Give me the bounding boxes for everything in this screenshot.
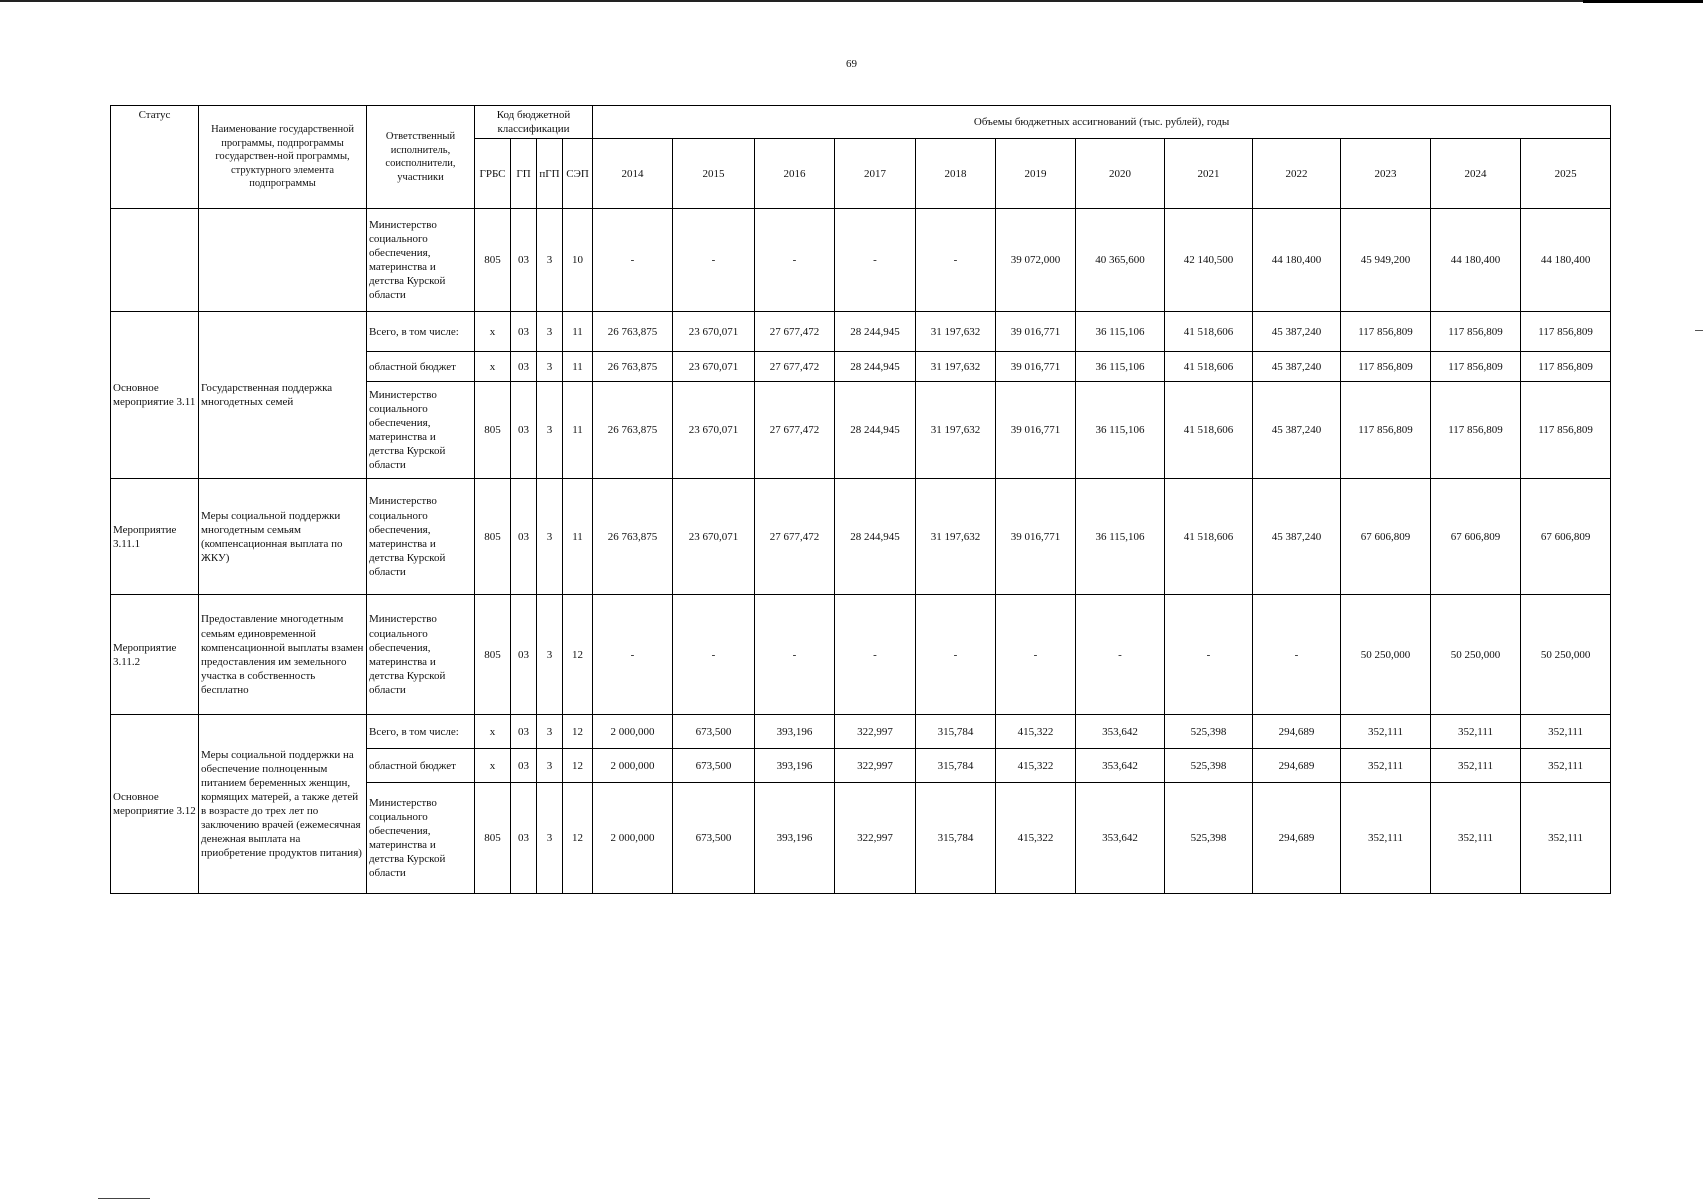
responsible-cell: областной бюджет bbox=[367, 352, 475, 382]
value-cell: 117 856,809 bbox=[1341, 312, 1431, 352]
value-cell: 353,642 bbox=[1076, 715, 1165, 749]
table-row bbox=[111, 209, 1611, 312]
scan-top-edge bbox=[0, 0, 1703, 2]
code-cell: 11 bbox=[563, 382, 593, 479]
value-cell: 36 115,106 bbox=[1076, 352, 1165, 382]
value-cell: 27 677,472 bbox=[755, 479, 835, 595]
header-code-pgp: пГП bbox=[537, 139, 563, 209]
value-cell: 41 518,606 bbox=[1165, 382, 1253, 479]
value-cell: 673,500 bbox=[673, 749, 755, 783]
status-cell: Основное мероприятие 3.11 bbox=[111, 312, 199, 479]
value-cell: 27 677,472 bbox=[755, 352, 835, 382]
value-cell: 393,196 bbox=[755, 715, 835, 749]
table-row bbox=[111, 479, 1611, 595]
code-cell: 3 bbox=[537, 382, 563, 479]
value-cell: 31 197,632 bbox=[916, 312, 996, 352]
header-year: 2014 bbox=[593, 139, 673, 209]
code-cell: 12 bbox=[563, 783, 593, 894]
value-cell: 315,784 bbox=[916, 749, 996, 783]
value-cell: - bbox=[755, 595, 835, 715]
code-cell: 03 bbox=[511, 352, 537, 382]
budget-table bbox=[110, 105, 1611, 894]
code-cell: 805 bbox=[475, 382, 511, 479]
value-cell: 117 856,809 bbox=[1431, 312, 1521, 352]
code-cell: 805 bbox=[475, 209, 511, 312]
responsible-cell: Министерство социального обеспечения, материнства и детства Курской области bbox=[367, 209, 475, 312]
value-cell: 67 606,809 bbox=[1431, 479, 1521, 595]
code-cell: x bbox=[475, 352, 511, 382]
code-cell: 3 bbox=[537, 209, 563, 312]
value-cell: 352,111 bbox=[1431, 715, 1521, 749]
value-cell: 26 763,875 bbox=[593, 352, 673, 382]
value-cell: 353,642 bbox=[1076, 749, 1165, 783]
value-cell: 117 856,809 bbox=[1521, 312, 1611, 352]
value-cell: 31 197,632 bbox=[916, 382, 996, 479]
code-cell: 03 bbox=[511, 312, 537, 352]
value-cell: 352,111 bbox=[1341, 749, 1431, 783]
value-cell: 27 677,472 bbox=[755, 312, 835, 352]
table-row bbox=[111, 595, 1611, 715]
code-cell: 03 bbox=[511, 783, 537, 894]
code-cell: 12 bbox=[563, 749, 593, 783]
value-cell: 26 763,875 bbox=[593, 382, 673, 479]
value-cell: 28 244,945 bbox=[835, 479, 916, 595]
value-cell: 26 763,875 bbox=[593, 479, 673, 595]
value-cell: 36 115,106 bbox=[1076, 382, 1165, 479]
responsible-cell: Министерство социального обеспечения, материнства и детства Курской области bbox=[367, 595, 475, 715]
status-cell: Мероприятие 3.11.2 bbox=[111, 595, 199, 715]
value-cell: 39 016,771 bbox=[996, 382, 1076, 479]
code-cell: 03 bbox=[511, 749, 537, 783]
value-cell: 23 670,071 bbox=[673, 382, 755, 479]
code-cell: x bbox=[475, 749, 511, 783]
name-cell: Меры социальной поддержки на обеспечение полноценным питанием беременных женщин, кормящих матерей, а также детей в возрасте до трех лет по заключению врачей (ежемесячная денежная выплата на приобретение продуктов питания) bbox=[199, 715, 367, 894]
code-cell: 3 bbox=[537, 715, 563, 749]
code-cell: 805 bbox=[475, 595, 511, 715]
value-cell: 41 518,606 bbox=[1165, 352, 1253, 382]
value-cell: 2 000,000 bbox=[593, 749, 673, 783]
value-cell: 39 016,771 bbox=[996, 479, 1076, 595]
responsible-cell: Министерство социального обеспечения, материнства и детства Курской области bbox=[367, 783, 475, 894]
status-cell: Основное мероприятие 3.12 bbox=[111, 715, 199, 894]
code-cell: 3 bbox=[537, 312, 563, 352]
value-cell: 352,111 bbox=[1341, 715, 1431, 749]
header-year: 2023 bbox=[1341, 139, 1431, 209]
value-cell: 44 180,400 bbox=[1253, 209, 1341, 312]
code-cell: 11 bbox=[563, 352, 593, 382]
responsible-cell: Всего, в том числе: bbox=[367, 715, 475, 749]
value-cell: 41 518,606 bbox=[1165, 479, 1253, 595]
header-code-gp: ГП bbox=[511, 139, 537, 209]
value-cell: 50 250,000 bbox=[1521, 595, 1611, 715]
code-cell: 03 bbox=[511, 479, 537, 595]
header-year: 2020 bbox=[1076, 139, 1165, 209]
value-cell: 36 115,106 bbox=[1076, 312, 1165, 352]
code-cell: 03 bbox=[511, 715, 537, 749]
header-year: 2018 bbox=[916, 139, 996, 209]
header-year: 2016 bbox=[755, 139, 835, 209]
header-volumes: Объемы бюджетных ассигнований (тыс. рублей), годы bbox=[593, 106, 1611, 139]
value-cell: - bbox=[996, 595, 1076, 715]
value-cell: 28 244,945 bbox=[835, 352, 916, 382]
scan-bottom-mark bbox=[98, 1198, 150, 1199]
scan-top-edge-mark bbox=[1583, 0, 1703, 3]
value-cell: - bbox=[673, 209, 755, 312]
value-cell: 415,322 bbox=[996, 715, 1076, 749]
code-cell: 3 bbox=[537, 595, 563, 715]
value-cell: 28 244,945 bbox=[835, 382, 916, 479]
code-cell: 11 bbox=[563, 479, 593, 595]
value-cell: - bbox=[673, 595, 755, 715]
value-cell: 673,500 bbox=[673, 715, 755, 749]
value-cell: 31 197,632 bbox=[916, 479, 996, 595]
code-cell: 3 bbox=[537, 783, 563, 894]
value-cell: 294,689 bbox=[1253, 783, 1341, 894]
code-cell: 805 bbox=[475, 479, 511, 595]
header-year: 2025 bbox=[1521, 139, 1611, 209]
value-cell: 352,111 bbox=[1521, 783, 1611, 894]
value-cell: 353,642 bbox=[1076, 783, 1165, 894]
value-cell: 26 763,875 bbox=[593, 312, 673, 352]
value-cell: 36 115,106 bbox=[1076, 479, 1165, 595]
code-cell: 805 bbox=[475, 783, 511, 894]
value-cell: 352,111 bbox=[1521, 715, 1611, 749]
value-cell: 23 670,071 bbox=[673, 312, 755, 352]
code-cell: 03 bbox=[511, 595, 537, 715]
value-cell: - bbox=[755, 209, 835, 312]
value-cell: 352,111 bbox=[1521, 749, 1611, 783]
value-cell: 322,997 bbox=[835, 749, 916, 783]
scan-margin-mark bbox=[1695, 330, 1703, 331]
value-cell: 39 016,771 bbox=[996, 352, 1076, 382]
value-cell: 39 016,771 bbox=[996, 312, 1076, 352]
value-cell: 50 250,000 bbox=[1341, 595, 1431, 715]
value-cell: 2 000,000 bbox=[593, 715, 673, 749]
value-cell: 31 197,632 bbox=[916, 352, 996, 382]
value-cell: 294,689 bbox=[1253, 749, 1341, 783]
value-cell: 45 387,240 bbox=[1253, 352, 1341, 382]
value-cell: 2 000,000 bbox=[593, 783, 673, 894]
value-cell: 117 856,809 bbox=[1521, 382, 1611, 479]
value-cell: 23 670,071 bbox=[673, 352, 755, 382]
value-cell: 44 180,400 bbox=[1521, 209, 1611, 312]
code-cell: x bbox=[475, 312, 511, 352]
name-cell: Меры социальной поддержки многодетным семьям (компенсационная выплата по ЖКУ) bbox=[199, 479, 367, 595]
header-status: Статус bbox=[111, 106, 199, 209]
value-cell: 67 606,809 bbox=[1341, 479, 1431, 595]
name-cell: Государственная поддержка многодетных семей bbox=[199, 312, 367, 479]
table-row bbox=[111, 715, 1611, 749]
value-cell: 45 949,200 bbox=[1341, 209, 1431, 312]
value-cell: 393,196 bbox=[755, 749, 835, 783]
status-cell: Мероприятие 3.11.1 bbox=[111, 479, 199, 595]
value-cell: 352,111 bbox=[1341, 783, 1431, 894]
value-cell: 117 856,809 bbox=[1521, 352, 1611, 382]
value-cell: 322,997 bbox=[835, 783, 916, 894]
value-cell: 45 387,240 bbox=[1253, 479, 1341, 595]
page-number: 69 bbox=[846, 58, 857, 70]
table-row bbox=[111, 312, 1611, 352]
value-cell: 40 365,600 bbox=[1076, 209, 1165, 312]
value-cell: 39 072,000 bbox=[996, 209, 1076, 312]
code-cell: 10 bbox=[563, 209, 593, 312]
value-cell: 315,784 bbox=[916, 783, 996, 894]
value-cell: 27 677,472 bbox=[755, 382, 835, 479]
value-cell: 41 518,606 bbox=[1165, 312, 1253, 352]
header-year: 2015 bbox=[673, 139, 755, 209]
code-cell: 03 bbox=[511, 209, 537, 312]
code-cell: 11 bbox=[563, 312, 593, 352]
value-cell: - bbox=[835, 209, 916, 312]
header-year: 2022 bbox=[1253, 139, 1341, 209]
header-code-grbs: ГРБС bbox=[475, 139, 511, 209]
value-cell: 673,500 bbox=[673, 783, 755, 894]
value-cell: 415,322 bbox=[996, 783, 1076, 894]
value-cell: - bbox=[1165, 595, 1253, 715]
responsible-cell: Министерство социального обеспечения, материнства и детства Курской области bbox=[367, 479, 475, 595]
code-cell: 3 bbox=[537, 479, 563, 595]
value-cell: 50 250,000 bbox=[1431, 595, 1521, 715]
code-cell: 12 bbox=[563, 595, 593, 715]
value-cell: 525,398 bbox=[1165, 749, 1253, 783]
name-cell: Предоставление многодетным семьям единовременной компенсационной выплаты взамен предоставления им земельного участка в собственность бесплатно bbox=[199, 595, 367, 715]
value-cell: - bbox=[1253, 595, 1341, 715]
value-cell: 117 856,809 bbox=[1341, 352, 1431, 382]
value-cell: 23 670,071 bbox=[673, 479, 755, 595]
value-cell: - bbox=[593, 595, 673, 715]
value-cell: 117 856,809 bbox=[1341, 382, 1431, 479]
header-name: Наименование государственной программы, подпрограммы государствен-ной программы, структурного элемента подпрограммы bbox=[199, 106, 367, 209]
value-cell: 525,398 bbox=[1165, 783, 1253, 894]
value-cell: 393,196 bbox=[755, 783, 835, 894]
header-year: 2021 bbox=[1165, 139, 1253, 209]
value-cell: 525,398 bbox=[1165, 715, 1253, 749]
header-code-sep: СЭП bbox=[563, 139, 593, 209]
value-cell: 45 387,240 bbox=[1253, 382, 1341, 479]
header-year: 2019 bbox=[996, 139, 1076, 209]
value-cell: 45 387,240 bbox=[1253, 312, 1341, 352]
code-cell: 12 bbox=[563, 715, 593, 749]
value-cell: 117 856,809 bbox=[1431, 382, 1521, 479]
status-cell bbox=[111, 209, 199, 312]
header-year: 2024 bbox=[1431, 139, 1521, 209]
value-cell: 352,111 bbox=[1431, 783, 1521, 894]
value-cell: 352,111 bbox=[1431, 749, 1521, 783]
responsible-cell: Всего, в том числе: bbox=[367, 312, 475, 352]
code-cell: 3 bbox=[537, 352, 563, 382]
header-year: 2017 bbox=[835, 139, 916, 209]
header-responsible: Ответственный исполнитель, соисполнители, участники bbox=[367, 106, 475, 209]
value-cell: 28 244,945 bbox=[835, 312, 916, 352]
table-header bbox=[111, 106, 1611, 209]
header-budget-code: Код бюджетной классификации bbox=[475, 106, 593, 139]
code-cell: 03 bbox=[511, 382, 537, 479]
value-cell: 322,997 bbox=[835, 715, 916, 749]
code-cell: 3 bbox=[537, 749, 563, 783]
value-cell: 44 180,400 bbox=[1431, 209, 1521, 312]
value-cell: 42 140,500 bbox=[1165, 209, 1253, 312]
responsible-cell: областной бюджет bbox=[367, 749, 475, 783]
value-cell: - bbox=[835, 595, 916, 715]
value-cell: 315,784 bbox=[916, 715, 996, 749]
value-cell: - bbox=[1076, 595, 1165, 715]
value-cell: 294,689 bbox=[1253, 715, 1341, 749]
code-cell: x bbox=[475, 715, 511, 749]
value-cell: 415,322 bbox=[996, 749, 1076, 783]
value-cell: 117 856,809 bbox=[1431, 352, 1521, 382]
name-cell bbox=[199, 209, 367, 312]
value-cell: - bbox=[916, 209, 996, 312]
value-cell: - bbox=[916, 595, 996, 715]
responsible-cell: Министерство социального обеспечения, материнства и детства Курской области bbox=[367, 382, 475, 479]
value-cell: - bbox=[593, 209, 673, 312]
value-cell: 67 606,809 bbox=[1521, 479, 1611, 595]
